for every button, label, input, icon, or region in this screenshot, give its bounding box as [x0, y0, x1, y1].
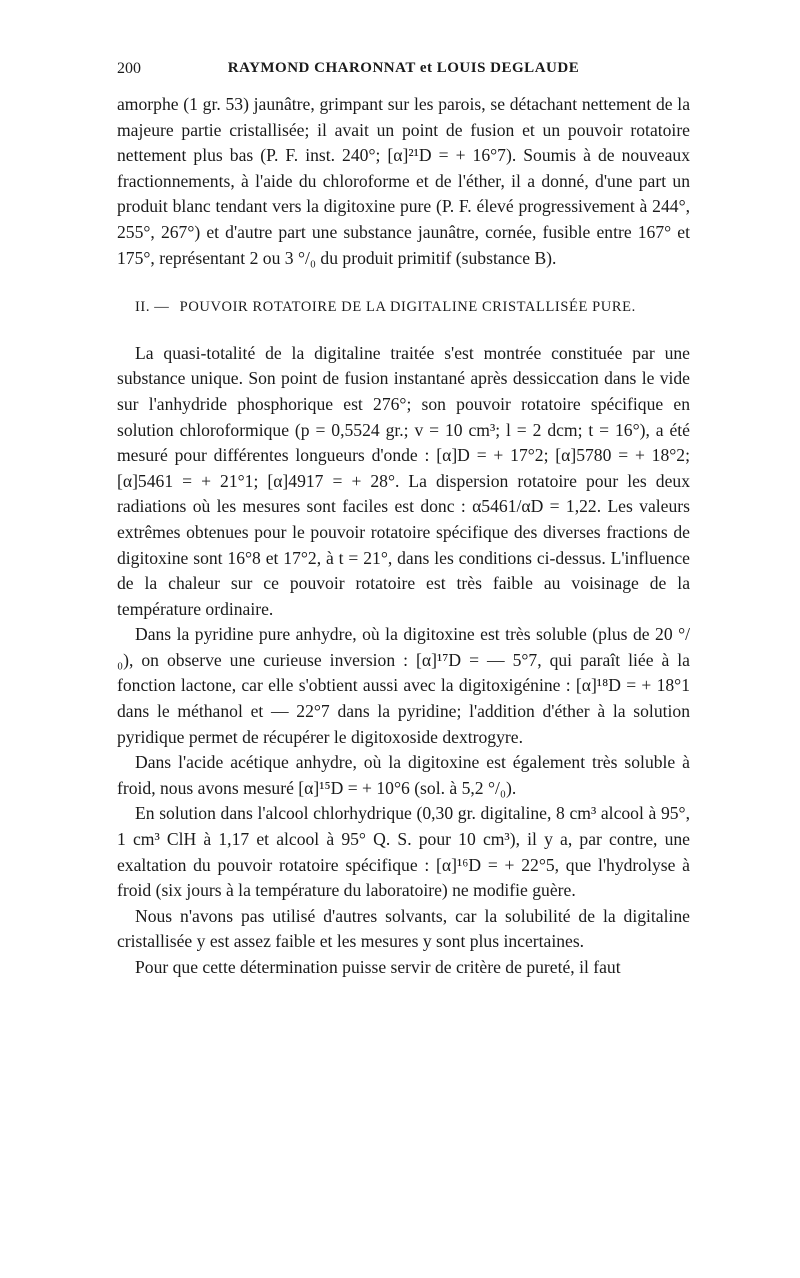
paragraph: La quasi-totalité de la digitaline traitée s'est montrée constituée par une substance unique. Son point de fusion instantané après dessiccation dans le vide sur l'anhydride phosphorique est 276°; son pouvoir rotatoire spécifique en solution chloroformique (p = 0,5524 gr.; v = 10 cm³; l = 2 dcm; t = 16°), a été mesuré pour différentes longueurs d'onde : [α]D = + 17°2; [α]5780 = + 18°2; [α]5461 = + 21°1; [α]4917 = + 28°. La dispersion rotatoire pour les deux radiations où les mesures sont faciles est donc : α5461/αD = 1,22. Les valeurs extrêmes obtenues pour le pouvoir rotatoire spécifique des diverses fractions de digitoxine sont 16°8 et 17°2, à t = 21°, dans les conditions ci-dessus. L'influence de la chaleur sur ce pouvoir rotatoire est très faible au voisinage de la température ordinaire.: [117, 342, 690, 619]
paragraph: Nous n'avons pas utilisé d'autres solvants, car la solubilité de la digitaline cristallisée y est assez faible et les mesures y sont plus incertaines.: [117, 905, 690, 952]
paragraph: Pour que cette détermination puisse servir de critère de pureté, il faut: [135, 957, 621, 977]
section-title: POUVOIR ROTATOIRE DE LA DIGITALINE CRISTALLISÉE PURE.: [179, 299, 636, 316]
running-head: RAYMOND CHARONNAT et LOUIS DEGLAUDE: [227, 60, 580, 76]
paragraph-continued: amorphe (1 gr. 53) jaunâtre, grimpant sur les parois, se détachant nettement de la majeure partie cristallisée; il avait un point de fusion et un pouvoir rotatoire nettement plus bas (P. F. inst. 240°; [α]²¹D = + 16°7). Soumis à de nouveaux fractionnements, à l'aide du chloroforme et de l'éther, il a donné, d'une part un produit blanc tendant vers la digitoxine pure (P. F. élevé progressivement à 244°, 255°, 267°) et d'autre part une substance jaunâtre, cornée, fusible entre 167° et 175°, représentant 2 ou 3 °/₀ du produit primitif (substance B).: [117, 94, 690, 268]
body-text: [117, 92, 690, 981]
page-number: 200: [117, 60, 141, 77]
paragraph: Dans la pyridine pure anhydre, où la digitoxine est très soluble (plus de 20 °/₀), on observe une curieuse inversion : [α]¹⁷D = — 5°7, qui paraît liée à la fonction lactone, car elle s'obtient aussi avec la digitoxigénine : [α]¹⁸D = + 18°1 dans le méthanol et — 22°7 dans la pyridine; l'addition d'éther à la solution pyridique permet de récupérer le digitoxoside dextrogyre.: [117, 624, 690, 747]
section-number: II. —: [135, 299, 170, 316]
paragraph: En solution dans l'alcool chlorhydrique (0,30 gr. digitaline, 8 cm³ alcool à 95°, 1 cm³ ClH à 1,17 et alcool à 95° Q. S. pour 10 cm³), il y a, par contre, une exaltation du pouvoir rotatoire spécifique : [α]¹⁶D = + 22°5, que l'hydrolyse à froid (six jours à la température du laboratoire) ne modifie guère.: [117, 803, 690, 901]
section-heading: [117, 295, 690, 321]
page-header: [117, 60, 690, 86]
paragraph: Dans l'acide acétique anhydre, où la digitoxine est également très soluble à froid, nous avons mesuré [α]¹⁵D = + 10°6 (sol. à 5,2 °/₀).: [117, 752, 690, 798]
